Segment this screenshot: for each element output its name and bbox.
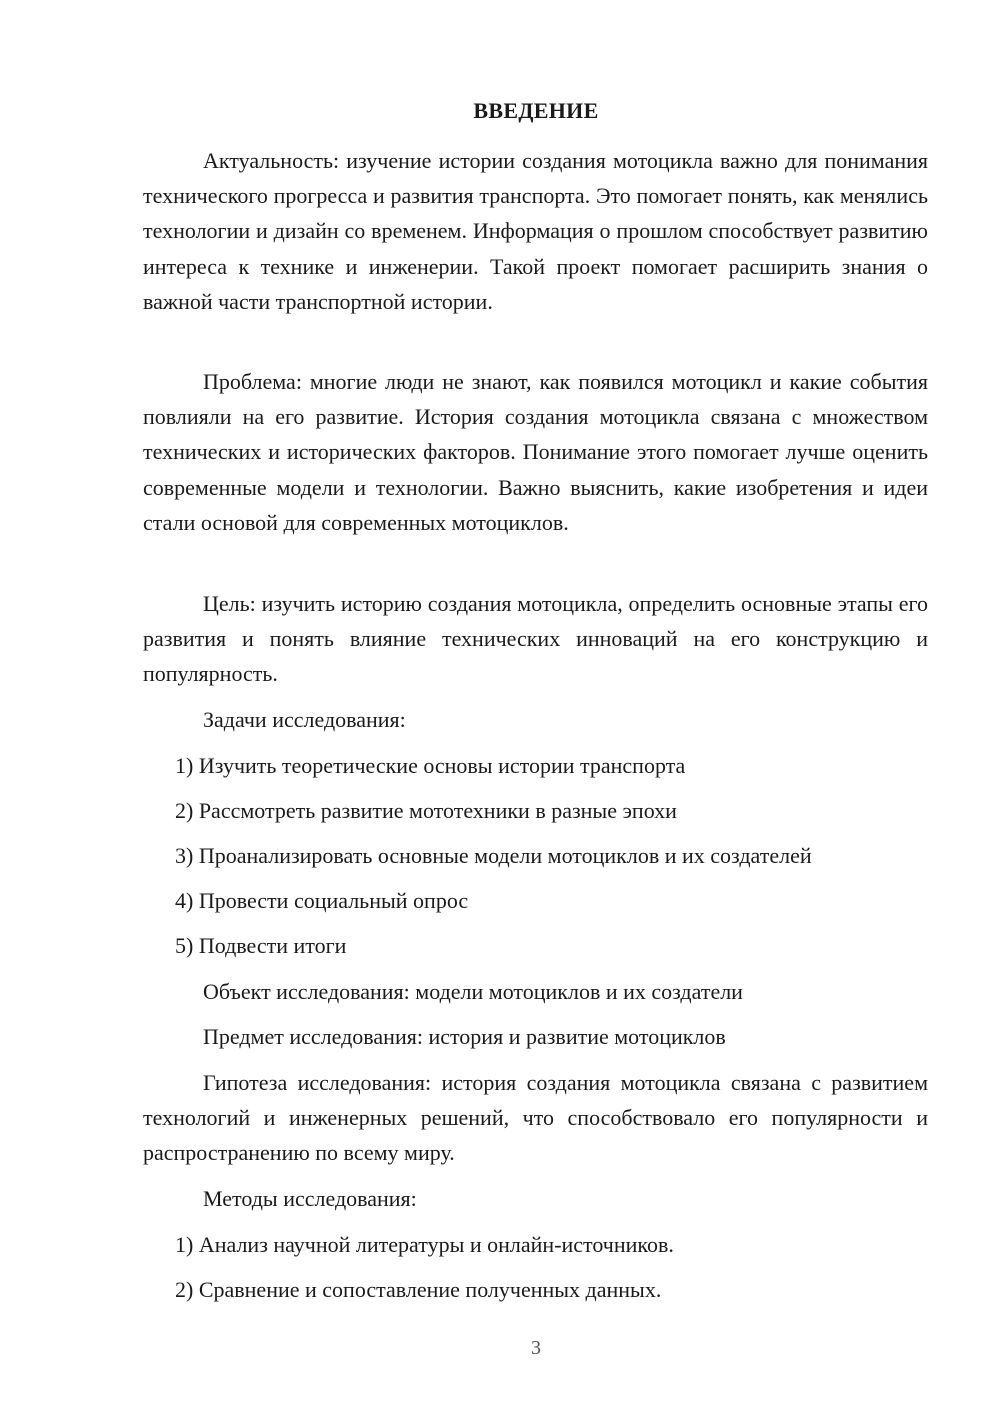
tasks-heading: Задачи исследования: <box>203 707 406 732</box>
list-item: 2) Рассмотреть развитие мототехники в разные эпохи <box>175 798 677 823</box>
research-subject: Предмет исследования: история и развитие мотоциклов <box>203 1024 726 1049</box>
goal-paragraph: Цель: изучить историю создания мотоцикла, определить основные этапы его развития и понять влияние технических инноваций на его конструкцию и популярность. <box>143 591 928 687</box>
problem-paragraph: Проблема: многие люди не знают, как появился мотоцикл и какие события повлияли на его развитие. История создания мотоцикла связана с множеством технических и исторических факторов. Понимание этого помогает лучше оценить современные модели и технологии. Важно выяснить, какие изобретения и идеи стали основой для современных мотоциклов. <box>143 369 928 535</box>
page-title: ВВЕДЕНИЕ <box>473 98 599 123</box>
list-item: 5) Подвести итоги <box>175 933 347 958</box>
page-number: 3 <box>531 1337 541 1359</box>
list-item: 3) Проанализировать основные модели мотоциклов и их создателей <box>175 843 812 868</box>
relevance-paragraph: Актуальность: изучение истории создания мотоцикла важно для понимания технического прогресса и развития транспорта. Это помогает понять, как менялись технологии и дизайн со временем. Информация о прошлом способствует развитию интереса к технике и инженерии. Такой проект помогает расширить знания о важной части транспортной истории. <box>143 148 928 314</box>
list-item: 2) Сравнение и сопоставление полученных данных. <box>175 1277 662 1302</box>
methods-heading: Методы исследования: <box>203 1186 417 1211</box>
research-object: Объект исследования: модели мотоциклов и их создатели <box>203 979 743 1004</box>
list-item: 1) Анализ научной литературы и онлайн-источников. <box>175 1232 674 1257</box>
list-item: 1) Изучить теоретические основы истории транспорта <box>175 753 686 778</box>
list-item: 4) Провести социальный опрос <box>175 888 469 913</box>
hypothesis-paragraph: Гипотеза исследования: история создания мотоцикла связана с развитием технологий и инженерных решений, что способствовало его популярности и распространению по всему миру. <box>143 1070 928 1166</box>
